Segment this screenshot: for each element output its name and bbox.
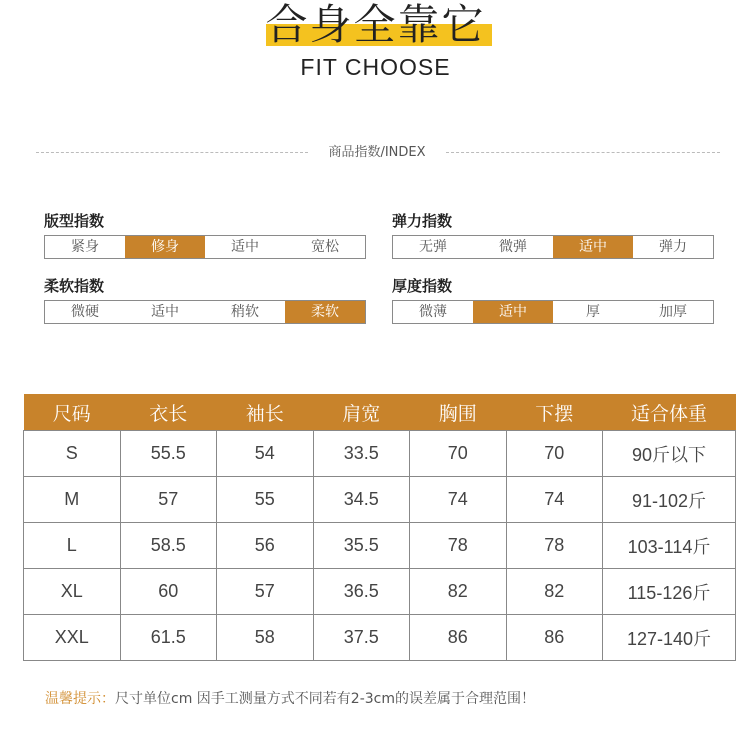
table-cell: 127-140斤 [603, 615, 736, 661]
index-option: 微硬 [71, 304, 99, 320]
table-cell: 57 [120, 477, 217, 523]
divider-right [446, 152, 720, 153]
index-option: 稍软 [231, 304, 259, 320]
column-header: 尺码 [24, 394, 121, 431]
table-cell: 58 [217, 615, 314, 661]
table-cell: 60 [120, 569, 217, 615]
column-header: 袖长 [217, 394, 314, 431]
tip-text: 尺寸单位cm 因手工测量方式不同若有2-3cm的误差属于合理范围！ [115, 691, 535, 707]
index-title: 柔软指数 [44, 277, 105, 295]
title-section [0, 0, 751, 90]
index-option: 柔软 [285, 301, 365, 323]
table-cell: 57 [217, 569, 314, 615]
index-block-thickness [392, 275, 714, 324]
table-cell: 37.5 [313, 615, 410, 661]
index-label: 商品指数/INDEX [328, 145, 426, 160]
table-cell: 58.5 [120, 523, 217, 569]
index-option: 修身 [125, 236, 205, 258]
column-header: 下摆 [506, 394, 603, 431]
tip-label: 温馨提示： [45, 691, 115, 707]
table-cell: 78 [410, 523, 507, 569]
index-option: 加厚 [659, 304, 687, 320]
index-option: 微弹 [499, 239, 527, 255]
table-row [24, 477, 736, 523]
table-cell: 91-102斤 [603, 477, 736, 523]
table-cell: 74 [506, 477, 603, 523]
table-cell: 61.5 [120, 615, 217, 661]
index-option: 适中 [473, 301, 553, 323]
table-row [24, 569, 736, 615]
table-row [24, 431, 736, 477]
column-header: 胸围 [410, 394, 507, 431]
table-cell: 36.5 [313, 569, 410, 615]
index-option: 适中 [151, 304, 179, 320]
index-options [44, 300, 366, 324]
index-title: 版型指数 [44, 212, 105, 230]
index-option: 厚 [586, 304, 600, 320]
table-cell: 90斤以下 [603, 431, 736, 477]
divider-left [36, 152, 308, 153]
size-table [23, 394, 736, 661]
table-cell: L [24, 523, 121, 569]
table-cell: 86 [506, 615, 603, 661]
index-option: 无弹 [419, 239, 447, 255]
index-option: 微薄 [419, 304, 447, 320]
table-cell: XXL [24, 615, 121, 661]
table-cell: 115-126斤 [603, 569, 736, 615]
index-block-softness [44, 275, 366, 324]
table-cell: 103-114斤 [603, 523, 736, 569]
table-cell: M [24, 477, 121, 523]
column-header: 肩宽 [313, 394, 410, 431]
table-cell: S [24, 431, 121, 477]
table-cell: 55.5 [120, 431, 217, 477]
column-header: 适合体重 [603, 394, 736, 431]
index-block-elastic [392, 210, 714, 259]
table-cell: XL [24, 569, 121, 615]
index-option: 紧身 [71, 239, 99, 255]
table-cell: 55 [217, 477, 314, 523]
index-option: 宽松 [311, 239, 339, 255]
index-options [392, 300, 714, 324]
index-title: 厚度指数 [392, 277, 453, 295]
index-divider [36, 142, 720, 164]
table-cell: 82 [410, 569, 507, 615]
table-cell: 70 [506, 431, 603, 477]
index-options [392, 235, 714, 259]
index-option: 适中 [231, 239, 259, 255]
index-title: 弹力指数 [392, 212, 453, 230]
tip-note [45, 688, 535, 708]
table-cell: 56 [217, 523, 314, 569]
index-options [44, 235, 366, 259]
table-row [24, 523, 736, 569]
index-option: 弹力 [659, 239, 687, 255]
table-cell: 78 [506, 523, 603, 569]
table-header-row [24, 394, 736, 431]
table-cell: 34.5 [313, 477, 410, 523]
table-cell: 82 [506, 569, 603, 615]
index-option: 适中 [553, 236, 633, 258]
page-subtitle: FIT CHOOSE [300, 54, 451, 80]
column-header: 衣长 [120, 394, 217, 431]
table-cell: 74 [410, 477, 507, 523]
page-title: 合身全靠它 [265, 0, 486, 49]
table-cell: 33.5 [313, 431, 410, 477]
table-cell: 54 [217, 431, 314, 477]
table-cell: 35.5 [313, 523, 410, 569]
table-cell: 70 [410, 431, 507, 477]
table-row [24, 615, 736, 661]
index-block-fit [44, 210, 366, 259]
table-cell: 86 [410, 615, 507, 661]
